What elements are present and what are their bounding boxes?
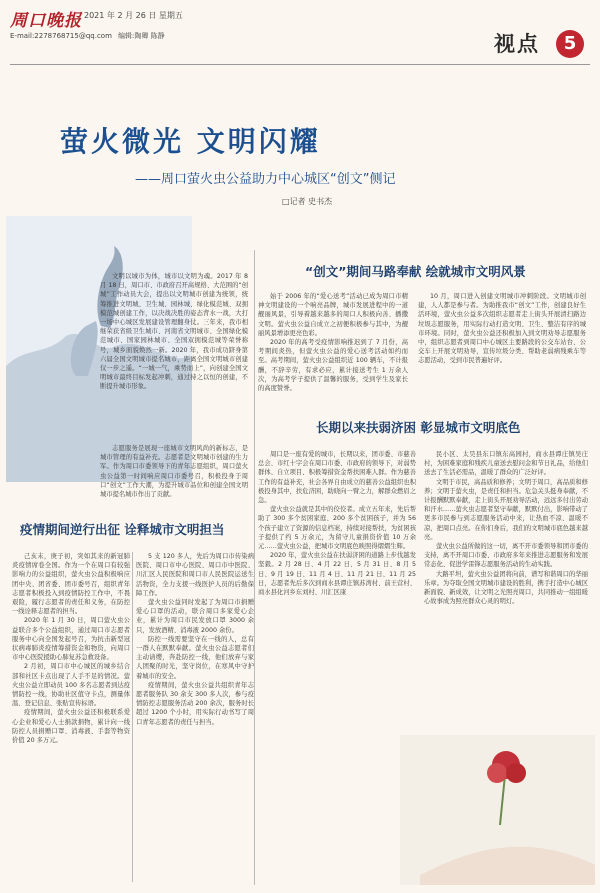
paragraph: 2020 年，萤火虫公益在扶弱济困的道路上步伐越发坚毅。2 月 28 日、4 月 22 日、5 月 31 日、8 月 5 日、9 月 19 日、11 月 4 日、11 月 21 日、11 月 25 日，志愿者先后多次到商水县谭庄镇苏湾村、前王营村、商水县化河乡东刘村、川汇区康 <box>258 552 416 597</box>
paragraph: 己亥末，庚子初，突如其来的新冠肺炎疫情席卷全国。作为一个在周口有较强影响力的公益组织，萤火虫公益积极响应团中央、团省委、团市委号召，组织青年志愿者积极投入到疫情防控工作中，不畏艰险，履行志愿者的责任和义务，在防控一线诠释志愿者的担当。 <box>12 553 130 616</box>
paragraph: 疫情期间，萤火虫公益还积极联系爱心企业和爱心人士捐款捐物，累计向一线防控人员捐赠口罩、消毒液、手套等物资价值 20 多万元。 <box>12 709 130 745</box>
column-divider <box>254 250 255 885</box>
section-charity-col2 <box>424 450 588 725</box>
paragraph: 10 月，周口进入创建文明城市冲刺阶段。文明城市创建，人人都是参与者。为助推我市“创文”工作，创建良好生活环境，萤火虫公益多次组织志愿者走上街头开展清扫路边垃圾志愿服务，用实际行动打造文明、卫生、整洁有序的城市环境。同时，萤火虫公益还积极加入到文明劝导志愿服务中，组织志愿者到周口中心城区主要路段的公交车站台、公交车上开展文明劝导，宣传垃圾分类、帮助老弱病残乘车等志愿活动，受到市民普遍好评。 <box>418 293 586 365</box>
paragraph: 疫情期间，萤火虫公益共组织青年志愿者服务队 30 余支 300 多人次，参与疫情防控志愿服务活动 200 余次，服务时长超过 1200 个小时，用实际行动书写了周口青年志愿者的责任与担当。 <box>136 681 254 726</box>
section-pandemic-col2 <box>136 552 254 887</box>
paragraph: 2020 年的高考受疫情影响推迟到了 7 月份，高考期间炎热，但萤火虫公益的爱心送考活动如约而至。高考期间，萤火虫公益组织近 100 辆车，不计报酬，不辞辛劳，有求必应，累计接送考生 1 万余人次，为高考学子提供了温馨的服务，受到学生及家长的高度赞誉。 <box>258 339 408 393</box>
byline: □记者 史书杰 <box>282 197 333 206</box>
subheadline: ——周口萤火虫公益助力中心城区“创文”侧记 <box>135 172 396 187</box>
section-charity-col1 <box>258 450 416 780</box>
intro-paragraph-2: 志愿服务是展现一座城市文明风尚的新标志，是城市管理的有益补充。志愿者是文明城市创建的生力军。作为周口市委领导下的青年志愿组织，周口萤火虫公益第一时间响应周口市委号召，积极投身于周口“创文”工作大潮，为提升城市品位和创建全国文明城市提名城市作出了贡献。 <box>100 445 248 499</box>
paragraph: 萤火虫公益所做的这一切，离不开市委领导和团市委的支持，离不开周口市委、市政府多年来推进志愿服务和发展常态化、促进学雷锋志愿服务活动的生动实践。 <box>424 543 588 569</box>
paragraph: 萤火虫公益就是其中的佼佼者。成立五年来，先后帮助了 300 多个贫困家庭、200 多个贫困孩子，并为 56 个孩子建立了资源的信息档案，持续对接帮扶，为贫困孩子提供了约 5 万余元，为留守儿童捐资价值 10 万余元……萤火虫公益，把城市文明底色映照得熠熠生辉。 <box>258 506 416 551</box>
section-pandemic-col1 <box>12 552 130 887</box>
page-number: 5 <box>556 30 584 58</box>
intro-text <box>100 272 248 442</box>
paragraph: 2020 年 1 月 30 日，周口萤火虫公益联合多个公益组织，通过周口市志愿者服务中心向全国发起号召，为抗击新型冠状病毒肺炎疫情筹措资金和物资，向周口市中心医院援助心肺复苏急救设备。 <box>12 617 130 662</box>
section-heading-pandemic: 疫情期间逆行出征 诠释城市文明担当 <box>20 522 225 537</box>
hand-flower-illustration <box>400 735 595 885</box>
section-creation-col2 <box>418 292 586 417</box>
paragraph: 萤火虫公益同时发起了为周口市捐赠爱心口罩的活动，联合周口多家爱心企业，累计为周口市民发放口罩 3000 余只，发放酒精、消毒液 2000 余份。 <box>136 599 254 634</box>
paragraph: 防控一线需要坚守在一线的人，总有一群人在默默奉献。萤火虫公益志愿者们主动请缨，奔赴防控一线，他们放弃与家人团聚的时光，坚守岗位，在寒风中守护着城市的安全。 <box>136 635 254 680</box>
contact-email: E-mail:227876871​5@qq.com <box>10 32 112 40</box>
header-rule <box>10 64 590 65</box>
paragraph: 5 支 120 多人，先后为周口市传染病医院、周口市中心医院、周口市中医院、川汇区人民医院和周口市人民医院运送生活物资，全力支援一线医护人员的后勤保障工作。 <box>136 553 254 597</box>
masthead-logo: 周口晚报 <box>10 11 82 31</box>
paragraph: 周口是一座有爱的城市，长期以来，团市委、市慈善总会、市红十字会在周口市委、市政府的领导下，对弱势群体、自立项目、积极筹措资金帮扶困难人群。作为慈善工作的有益补充，社会各界自由成立的慈善公益组织也积极投身其中，扶危济困，助晓向一臂之力，解群众燃眉之急。 <box>258 451 416 505</box>
issue-date: 2021 年 2 月 26 日 星期五 <box>84 11 183 20</box>
paragraph: 文明于市民，高品质和修养；文明于周口，高品质和修养；文明于萤火虫，是责任和担当。危急关头挺身奉献，不计报酬默默奉献，走上街头开展劝导活动，远远多付出劳动和汗水……萤火虫志愿者坚守奉献，默默付出，影响带动了更多市民参与到志愿服务活动中来，让热血不凉、温暖不凉，把周口点亮。在你们身后，我们的文明城市底色越来越亮。 <box>424 478 588 541</box>
page-header <box>0 0 600 68</box>
column-divider <box>132 552 133 882</box>
paragraph: 民小区、太昊县东口镇东高园村，商水县谭庄镇吴庄村，为困难家庭和残疾儿童送去慰问金和节日礼品，给他们送去了生活必需品，温暖了群众的广泛好评。 <box>424 451 588 477</box>
paragraph: 2 月初，周口市中心城区的城乡结合部和社区卡点出现了人手不足的情况。萤火虫公益立即动员 100 多名志愿者到达疫情防控一线，协助社区值守卡点，测量体温、登记信息、张贴宣传标语。 <box>12 663 130 708</box>
editors-line: 编辑:陶卿 陈静 <box>118 32 165 40</box>
section-heading-creation: “创文”期间马路奉献 绘就城市文明风景 <box>305 264 526 279</box>
headline: 萤火微光 文明闪耀 <box>60 125 321 158</box>
section-heading-charity: 长期以来扶弱济困 彰显城市文明底色 <box>316 420 521 435</box>
paragraph: 始于 2006 年的“爱心送考”活动已成为周口市精神文明建设的一个响亮品牌，城市发展进程中的一道靓丽风景，引导着越来越多的周口人积极向善、播撒文明。萤火虫公益自成立之初便积极参与其中，为靓丽风景增添更亮色彩。 <box>258 293 408 337</box>
paragraph: 大路平坦，萤火虫公益团将向前，谱写和谐周口的华丽乐章。为夺取全国文明城市建设的胜利，携手打造中心城区新面貌、新成效，让文明之光照亮周口，共同推动一组组暖心故事成为照亮群众心灵的明灯。 <box>424 570 588 606</box>
intro-paragraph: 文明以城市为体，城市以文明为魂。2017 年 8 月 18 日，周口市、市政府召开高规格、大范围的“创城”工作动员大会，提出以文明城市创建为统领，统筹推进文明城、卫生城、园林城、绿化模范城、双拥模范城创建工作，以决战决胜的姿态背水一战，大打一场中心城区发展建设管理翻身仗。三年来，我市相继荣获省级卫生城市、河南省文明城市、全国绿化模范城市、国家园林城市、全国双拥模范城等荣誉称号，城乡面貌焕然一新。2020 年，我市成功跻身第六届全国文明城市提名城市，距离全国文明城市创建仅一步之遥。“一城一气，乘势而上”，向创建全国文明城市最终目标发起冲刺，通过持之以恒的创建，不断提升城市形象。 <box>100 273 248 391</box>
intro-text-2 <box>100 444 248 504</box>
section-label: 视点 <box>494 32 540 56</box>
section-creation-col1 <box>258 292 408 437</box>
